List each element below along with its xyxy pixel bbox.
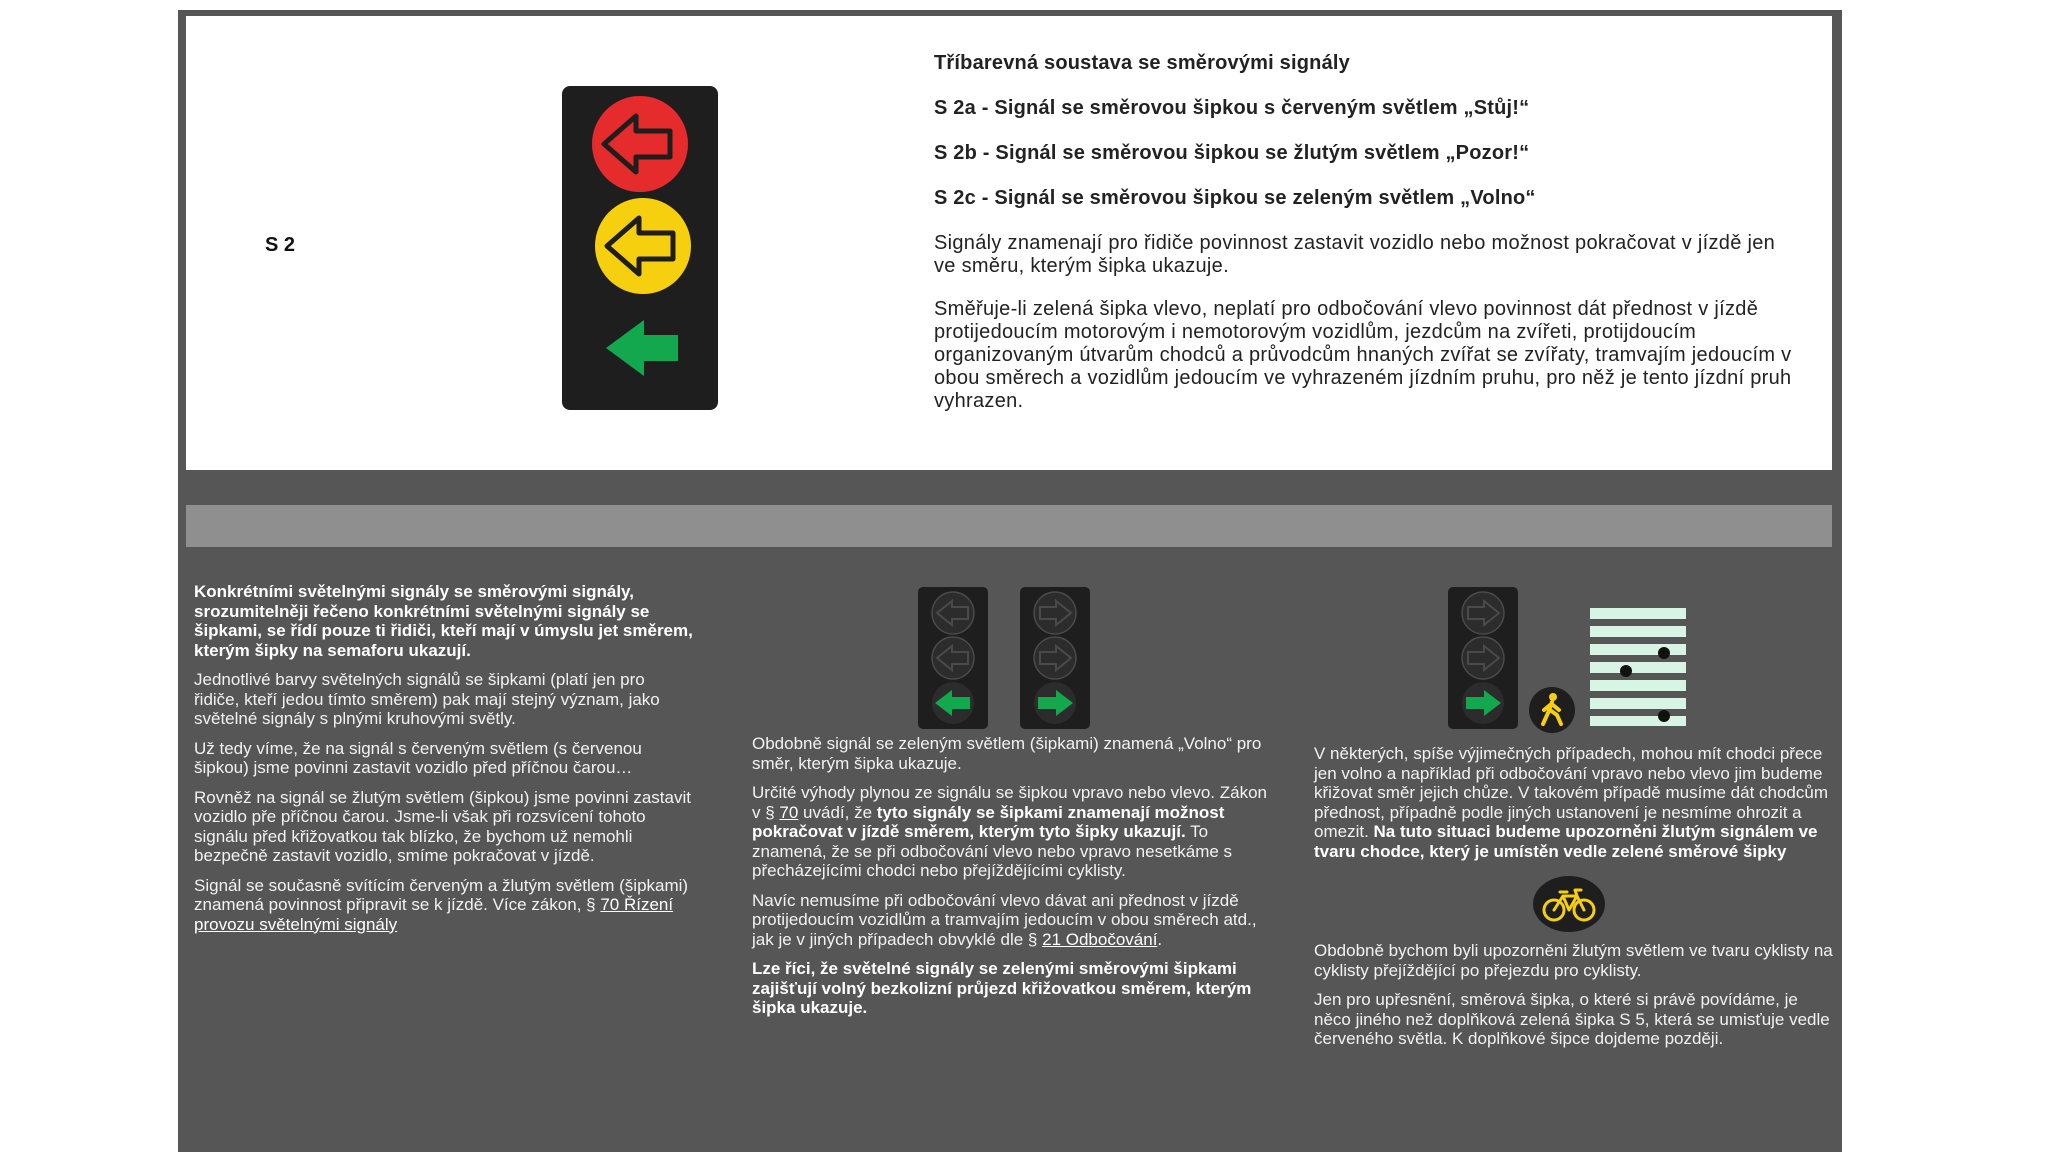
law-link-70-rizeni[interactable]: 70 Řízení provozu světelnými signály [194, 895, 674, 934]
signal-s2-panel [186, 16, 1832, 470]
traffic-light-green-left [918, 587, 988, 729]
s2a-heading: S 2a - Signál se směrovou šipkou s červeným světlem „Stůj!“ [934, 97, 1530, 119]
left-paragraph-2: Jednotlivé barvy světelných signálů se šipkami (platí jen pro řidiče, kteří jedou tímto směrem) pak mají stejný význam, jako světelné signály s plnými kruhovými světly. [194, 670, 660, 728]
left-paragraph-3: Už tedy víme, že na signál s červeným světlem (s červenou šipkou) jsme povinni zastavit vozidlo před příčnou čarou… [194, 738, 642, 777]
middle-paragraph-3: Navíc nemusíme při odbočování vlevo dávat ani přednost v jízdě protijedoucím vozidlům a tramvajím jedoucím v obou směrech atd., jak je v jiných případech obvyklé dle § 21 Odbočování. [752, 890, 1257, 949]
right-paragraph-3: Jen pro upřesnění, směrová šipka, o které si právě povídáme, je něco jiného než doplňková zelená šipka S 5, která se umisťuje vedle červeného světla. K doplňkové šipce dojdeme později. [1314, 990, 1830, 1048]
description-paragraph-2: Směřuje-li zelená šipka vlevo, neplatí pro odbočování vlevo povinnost dát přednost v jízdě protijedoucím motorovým i nemotorovým vozidlům, jezdcům na zvířeti, protijdoucím organizovaným útvarům chodců a průvodcům hnaných zvířat se zvířaty, tramvajím jedoucím v obou směrech a vozidlům jedoucím ve vyhrazeném jízdním pruhu, pro něž je tento jízdní pruh vyhrazen. [934, 298, 1792, 412]
yellow-left-arrow-light [595, 198, 691, 294]
section-title: Tříbarevná soustava se směrovými signály [934, 52, 1350, 74]
left-paragraph-1: Konkrétními světelnými signály se směrovými signály, srozumitelněji řečeno konkrétními světelnými signály se šipkami, se řídí pouze ti řidiči, kteří mají v úmyslu jet směrem, kterým šipky na semaforu ukazují. [194, 582, 693, 660]
pedestrian-icon [1528, 686, 1576, 734]
description-paragraph-1: Signály znamenají pro řidiče povinnost zastavit vozidlo nebo možnost pokračovat v jízdě jen ve směru, kterým šipka ukazuje. [934, 232, 1776, 277]
content-frame [178, 10, 1842, 1152]
left-column [194, 582, 694, 944]
right-paragraph-1: V některých, spíše výjimečných případech, mohou mít chodci přece jen volno a například při odbočování vpravo nebo vlevo jim budeme křižovat směr jejich chůze. V takovém případě musíme dát chodcům přednost, případně podle jiných ustanovení je nesmíme ohrozit a omezit. Na tuto situaci budeme upozorněni žlutým signálem ve tvaru chodce, který je umístěn vedle zelené směrové šipky [1314, 744, 1828, 861]
bicycle-icon [1532, 875, 1606, 933]
right-paragraph-2: Obdobně bychom byli upozorněni žlutým světlem ve tvaru cyklisty na cyklisty přejíždějící po přejezdu pro cyklisty. [1314, 941, 1833, 980]
traffic-light-right-arrow [1448, 587, 1518, 729]
signal-description [934, 52, 1794, 433]
middle-paragraph-4: Lze říci, že světelné signály se zelenými směrovými šipkami zajišťují volný bezkolizní průjezd křižovatkou směrem, kterým šipka ukazuje. [752, 959, 1252, 1017]
right-column [1314, 744, 1834, 1059]
red-left-arrow-light [592, 96, 688, 192]
traffic-light-s2 [562, 86, 718, 410]
middle-paragraph-2: Určité výhody plynou ze signálu se šipkou vpravo nebo vlevo. Zákon v § 70 uvádí, že tyto signály se šipkami znamenají možnost pokračovat v jízdě směrem, kterým tyto šipky ukazují. To znamená, že se při odbočování vlevo nebo vpravo nesetkáme s přecházejícími chodci nebo přejíždějícími cyklisty. [752, 783, 1268, 880]
law-link-70[interactable]: 70 [779, 802, 799, 822]
law-link-21-odbocovani[interactable]: 21 Odbočování [1042, 929, 1158, 949]
sign-code: S 2 [265, 234, 296, 256]
left-paragraph-5: Signál se současně svítícím červeným a žlutým světlem (šipkami) znamená povinnost připravit se k jízdě. Více zákon, § 70 Řízení provozu světelnými signály [194, 875, 689, 934]
divider-bar [186, 505, 1832, 547]
s2b-heading: S 2b - Signál se směrovou šipkou se žlutým světlem „Pozor!“ [934, 142, 1530, 164]
left-paragraph-4: Rovněž na signál se žlutým světlem (šipkou) jsme povinni zastavit vozidlo pře příčnou čarou. Jsme-li však při rozsvícení tohoto signálu před křižovatkou tak blízko, že bychom už nemohli bezpečně zastavit vozidlo, smíme pokračovat v jízdě. [194, 787, 691, 865]
bicycle-icon-wrap [1314, 871, 1834, 941]
middle-paragraph-1: Obdobně signál se zeleným světlem (šipkami) znamená „Volno“ pro směr, kterým šipka ukazuje. [752, 734, 1262, 773]
traffic-light-green-right [1020, 587, 1090, 729]
s2c-heading: S 2c - Signál se směrovou šipkou se zeleným světlem „Volno“ [934, 187, 1536, 209]
middle-column [752, 734, 1272, 1028]
crosswalk-icon [1590, 608, 1686, 726]
